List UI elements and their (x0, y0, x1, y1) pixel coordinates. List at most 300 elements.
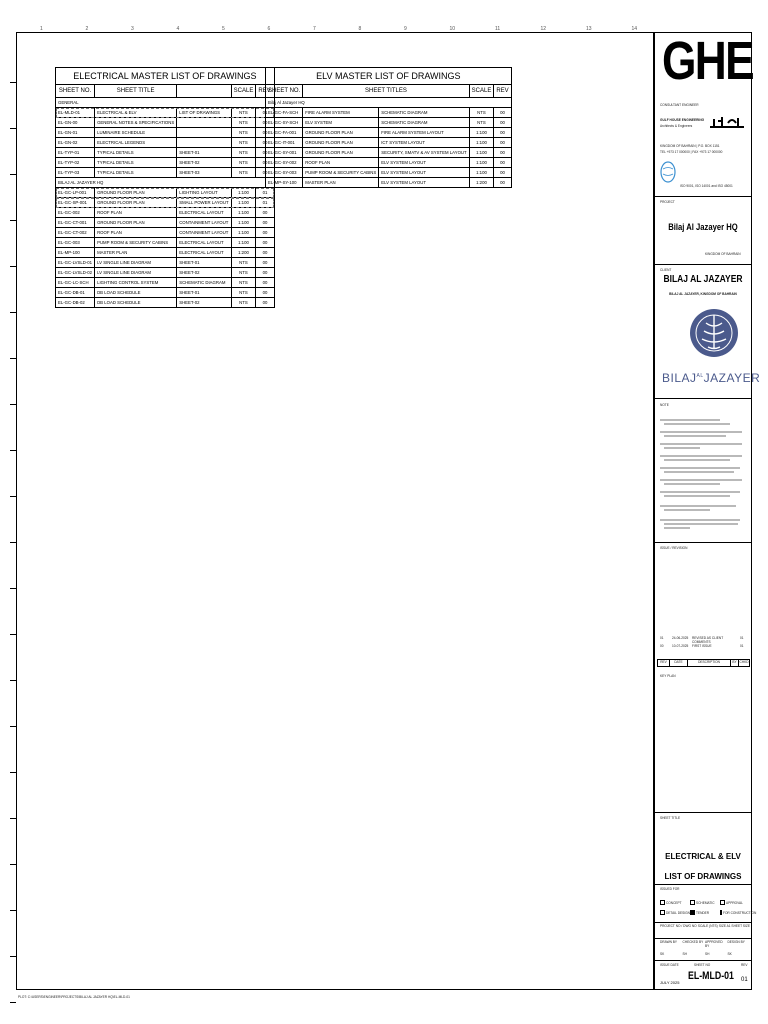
client-subtitle: BILAJ AL JAZAYER, KINGDOM OF BAHRAIN (669, 292, 737, 296)
rev-cell: 00 (256, 208, 274, 218)
section-row (56, 178, 275, 188)
drawing-row (56, 208, 275, 218)
issued-for-option[interactable] (660, 900, 690, 905)
rev-cell: 00 (494, 128, 511, 138)
sheet-subtitle-cell: SHEET-02 (177, 158, 231, 168)
issued-for-option[interactable] (720, 900, 750, 905)
issued-for-label: ISSUED FOR (660, 887, 680, 891)
checkbox-label: FOR CONSTRUCTION (723, 910, 757, 915)
electrical-list-title: ELECTRICAL MASTER LIST OF DRAWINGS (56, 68, 275, 85)
rev-cell: 00 (256, 278, 274, 288)
sheet-no-cell: EL-MP-100 (56, 248, 95, 258)
tb-divider (654, 542, 752, 543)
consultant-sub: Architects & Engineers (660, 124, 693, 128)
col-sheet-subtitle (177, 85, 231, 98)
rev-cell: 00 (494, 148, 511, 158)
sheet-subtitle-cell: ELV SYSTEM LAYOUT (379, 178, 469, 188)
sheet-subtitle-cell: SHEET-01 (177, 148, 231, 158)
scale-cell: NTS (231, 148, 256, 158)
sheet-subtitle-cell (177, 118, 231, 128)
consultant-label: CONSULTANT ENGINEER (660, 103, 699, 107)
sheet-subtitle-cell: CONTAINMENT LAYOUT (177, 218, 231, 228)
sheet-no-cell: EL-GC-003 (56, 238, 95, 248)
scale-cell: NTS (231, 278, 256, 288)
scale-cell: NTS (231, 298, 256, 308)
sheet-subtitle-cell: ELV SYSTEM LAYOUT (379, 168, 469, 178)
issued-for-option[interactable] (720, 910, 757, 915)
section-row (56, 98, 275, 108)
grid-number: 13 (586, 26, 592, 32)
tb-divider (654, 960, 752, 961)
scale-cell: 1:100 (231, 228, 256, 238)
approved-value: SH (705, 952, 710, 956)
sheet-subtitle-cell: SCHEMATIC DIAGRAM (379, 108, 469, 118)
sheet-no-cell: EL-GN-00 (56, 118, 95, 128)
margin-tick (10, 864, 16, 865)
sheet-title-cell: ROOF PLAN (95, 208, 177, 218)
rev-col-header: REV (658, 660, 670, 666)
electrical-drawing-list-table (55, 67, 275, 308)
date-col-header: DATE (670, 660, 688, 666)
drawing-row (56, 278, 275, 288)
sheet-no-cell: EL-GC-LC-SCH (56, 278, 95, 288)
drawing-row (266, 118, 512, 128)
drawing-row (266, 178, 512, 188)
issue-label: ISSUE / REVISION (660, 546, 688, 550)
tb-divider (654, 922, 752, 923)
margin-tick (10, 680, 16, 681)
rev-cell: 00 (256, 128, 274, 138)
grid-number: 4 (176, 26, 180, 32)
client-logo-text2: JAZAYER (703, 371, 761, 385)
drawing-row (266, 108, 512, 118)
rev-cell: 00 (494, 138, 511, 148)
sheet-number: EL-MLD-01 (688, 970, 734, 982)
checkbox[interactable] (720, 910, 722, 915)
sheet-no-cell: EL-GC-FA-001 (266, 128, 303, 138)
sheet-subtitle-cell: SHEET-03 (177, 168, 231, 178)
notes-label: NOTE (660, 403, 669, 407)
margin-tick (10, 542, 16, 543)
rev-description: REVISED AS CLIENT COMMENTS (692, 636, 724, 644)
sheet-no-cell: EL-GC-CT-001 (56, 218, 95, 228)
drawing-row (266, 128, 512, 138)
col-sheet-title: SHEET TITLE (95, 85, 177, 98)
checked-value: SH (682, 952, 687, 956)
sheet-no-cell: EL-TYP-01 (56, 148, 95, 158)
grid-number: 12 (540, 26, 547, 32)
sheet-no-cell: EL-GC-LP-001 (56, 188, 95, 198)
sheet-no-cell: EL-GN-01 (56, 128, 95, 138)
sheet-title-cell: ELECTRICAL & ELV (95, 108, 177, 118)
col-sheet-no: SHEET NO. (56, 85, 95, 98)
drawing-row (56, 288, 275, 298)
grid-number: 3 (131, 26, 134, 32)
sheet-no-cell: EL-GC-FA-SCH (266, 108, 303, 118)
grid-number: 9 (404, 26, 407, 32)
margin-tick (10, 220, 16, 221)
tb-divider (654, 398, 752, 399)
issued-for-option[interactable] (690, 900, 720, 905)
col-sheet-titles: SHEET TITLES (303, 85, 469, 98)
checkbox[interactable] (690, 900, 695, 905)
tb-divider (654, 812, 752, 813)
sheet-revision: 01 (741, 977, 748, 983)
sheet-title-cell: MASTER PLAN (95, 248, 177, 258)
sheet-no-cell: EL-GC-LVSLD-02 (56, 268, 95, 278)
sheet-title-cell: DB LOAD SCHEDULE (95, 288, 177, 298)
sheet-no-cell: EL-GC-LVSLD-01 (56, 258, 95, 268)
chkd-col-header: CHKD (739, 660, 749, 664)
sheet-title-cell: MASTER PLAN (303, 178, 379, 188)
sheet-subtitle-cell: ELECTRICAL LAYOUT (177, 238, 231, 248)
issued-for-option[interactable] (690, 910, 720, 915)
scale-cell: NTS (469, 118, 494, 128)
scale-cell: 1:100 (231, 208, 256, 218)
drawn-label: DRAWN BY (660, 940, 678, 944)
sheet-no-cell: EL-GC-SY-SCH (266, 118, 303, 128)
sheet-subtitle-cell: ELECTRICAL LAYOUT (177, 208, 231, 218)
project-label: PROJECT (660, 200, 675, 204)
checkbox-label: SCHEMATIC (696, 900, 715, 905)
checkbox[interactable] (720, 900, 725, 905)
margin-tick (10, 266, 16, 267)
section-name: GENERAL (56, 98, 275, 108)
elv-drawing-list-table (265, 67, 512, 188)
rev-cell: 00 (256, 258, 274, 268)
rev-cell: 01 (256, 108, 274, 118)
margin-tick (10, 312, 16, 313)
checkbox[interactable] (690, 910, 695, 915)
sheet-title-cell: GROUND FLOOR PLAN (95, 218, 177, 228)
scale-cell: 1:200 (469, 178, 494, 188)
drawing-row (56, 148, 275, 158)
checked-label: CHECKED BY (682, 940, 704, 944)
sheet-title-label: SHEET TITLE (660, 816, 681, 820)
scale-label: SCALE (NTS) (697, 924, 718, 928)
project-no-label: PROJECT NO / DWG NO (660, 924, 697, 928)
grid-number: 7 (313, 26, 316, 32)
notes-text-lines (660, 416, 746, 540)
sheet-title-line-1: ELECTRICAL & ELV (665, 852, 741, 861)
sheet-subtitle-cell: ELECTRICAL LAYOUT (177, 248, 231, 258)
revision-history (660, 636, 750, 652)
drawing-row (56, 128, 275, 138)
col-rev: REV (494, 85, 511, 98)
sheet-subtitle-cell: SECURITY, SMATV & AV SYSTEM LAYOUT (379, 148, 469, 158)
sheet-no-cell: EL-GC-DB-01 (56, 288, 95, 298)
grid-number: 1 (40, 26, 43, 32)
sheet-subtitle-cell (177, 128, 231, 138)
sheet-title-cell: GROUND FLOOR PLAN (303, 138, 379, 148)
section-name: BILAJ AL JAZAYER HQ (56, 178, 275, 188)
margin-tick (10, 450, 16, 451)
elv-list-title: ELV MASTER LIST OF DRAWINGS (266, 68, 512, 85)
margin-tick (10, 1002, 16, 1003)
drawing-row (266, 148, 512, 158)
consultant-address: KINGDOM OF BAHRAIN | P.O. BOX 1151 (660, 144, 720, 148)
rev-cell: 00 (256, 238, 274, 248)
rev-cell: 00 (256, 268, 274, 278)
sheet-no-cell: EL-GC-IT-001 (266, 138, 303, 148)
sheet-title-cell: GENERAL NOTES & SPECIFICATIONS (95, 118, 177, 128)
sheet-title-cell: ELV SYSTEM (303, 118, 379, 128)
rev-no: 00 (660, 644, 664, 648)
section-row (266, 98, 512, 108)
margin-tick (10, 496, 16, 497)
sheet-title-cell: DB LOAD SCHEDULE (95, 298, 177, 308)
sheet-subtitle-cell: LIGHTING LAYOUT (177, 188, 231, 198)
sheet-title-cell: ROOF PLAN (95, 228, 177, 238)
scale-cell: NTS (231, 288, 256, 298)
rev-cell: 00 (256, 248, 274, 258)
sheet-subtitle-cell: LIST OF DRAWINGS (177, 108, 231, 118)
rev-cell: 00 (256, 288, 274, 298)
client-logo-sup: AL (696, 373, 704, 379)
sheet-no-cell: EL-GC-SY-003 (266, 168, 303, 178)
sheet-size-label: SIZE A1 SHEET SIZE (718, 924, 750, 928)
scale-cell: NTS (231, 268, 256, 278)
grid-number: 5 (222, 26, 225, 32)
sheet-no-cell: EL-TYP-03 (56, 168, 95, 178)
sheet-subtitle-cell: SHEET-01 (177, 258, 231, 268)
client-emblem-icon (688, 303, 740, 363)
drawing-row (56, 218, 275, 228)
rev-description: FIRST ISSUE (692, 644, 712, 648)
sheet-subtitle-cell: SHEET-02 (177, 268, 231, 278)
margin-tick (10, 772, 16, 773)
scale-cell: NTS (231, 138, 256, 148)
margin-tick (10, 818, 16, 819)
checkbox-label: CONCEPT (666, 900, 682, 905)
scale-cell: 1:100 (469, 158, 494, 168)
description-col-header: DESCRIPTION (688, 660, 731, 666)
scale-cell: 1:100 (469, 148, 494, 158)
checkbox-label: TENDER (696, 910, 710, 915)
sheet-no-cell: EL-GC-002 (56, 208, 95, 218)
scale-cell: 1:100 (231, 198, 256, 208)
client-label: CLIENT (660, 268, 672, 272)
sheet-subtitle-cell: CONTAINMENT LAYOUT (177, 228, 231, 238)
scale-cell: NTS (231, 118, 256, 128)
col-scale: SCALE (469, 85, 494, 98)
checkbox[interactable] (660, 910, 665, 915)
scale-cell: 1:200 (231, 248, 256, 258)
margin-tick (10, 588, 16, 589)
drawing-row (56, 158, 275, 168)
notes-list (660, 416, 746, 545)
rev-cell: 00 (494, 118, 511, 128)
drawn-value: SK (660, 952, 665, 956)
grid-number: 8 (358, 26, 362, 32)
rev-chkd: 01 (740, 644, 744, 648)
sheet-subtitle-cell: ICT SYSTEM LAYOUT (379, 138, 469, 148)
rev-cell: 01 (256, 198, 274, 208)
scale-cell: NTS (231, 258, 256, 268)
sheet-title-cell: TYPICAL DETAILS (95, 148, 177, 158)
sheet-no-cell: EL-GC-SP-001 (56, 198, 95, 208)
rev-cell: 01 (256, 188, 274, 198)
sheet-title-cell: LV SINGLE LINE DIAGRAM (95, 258, 177, 268)
rev-date: 10-07-2025 (672, 644, 689, 648)
col-rev: REV. (256, 85, 274, 98)
margin-tick (10, 726, 16, 727)
ghe-logo: GHE (662, 31, 754, 91)
scale-cell: NTS (231, 108, 256, 118)
rev-cell: 00 (256, 138, 274, 148)
revision-row (660, 644, 750, 652)
sheet-no-cell: EL-MP-SY-100 (266, 178, 303, 188)
sheet-subtitle-cell (177, 138, 231, 148)
sheet-no-cell: EL-GC-DB-02 (56, 298, 95, 308)
rev-cell: 00 (256, 218, 274, 228)
drawing-row (266, 168, 512, 178)
rev-cell: 00 (256, 118, 274, 128)
sheet-title-cell: TYPICAL DETAILS (95, 168, 177, 178)
sheet-subtitle-cell: SHEET-02 (177, 298, 231, 308)
issued-for-checkboxes (660, 900, 757, 915)
sheet-no-cell: EL-GC-SY-002 (266, 158, 303, 168)
consultant-name: GULF HOUSE ENGINEERING (660, 118, 705, 122)
client-logo-wordmark (662, 371, 760, 385)
drawing-row (56, 238, 275, 248)
sheet-title-cell: PUMP ROOM & SECURITY CABINS (303, 168, 379, 178)
sheet-subtitle-cell: SHEET-01 (177, 288, 231, 298)
tb-divider (654, 196, 752, 197)
scale-cell: 1:100 (469, 128, 494, 138)
checkbox-label: APPROVAL (726, 900, 743, 905)
grid-number: 2 (85, 26, 89, 32)
sheet-subtitle-cell: SMALL POWER LAYOUT (177, 198, 231, 208)
sheet-no-cell: EL-MLD-01 (56, 108, 95, 118)
project-name: Bilaj Al Jazayer HQ (668, 222, 738, 232)
drawing-row (56, 188, 275, 198)
drawing-row (56, 248, 275, 258)
design-value: SK (727, 952, 732, 956)
grid-number: 10 (449, 26, 456, 32)
sheet-no-cell: EL-TYP-02 (56, 158, 95, 168)
rev-cell: 00 (256, 298, 274, 308)
sheet-title-cell: PUMP ROOM & SECURITY CABINS (95, 238, 177, 248)
grid-number: 6 (267, 26, 271, 32)
margin-tick (10, 128, 16, 129)
date-label: ISSUE DATE (660, 963, 679, 967)
sheet-title-cell: ROOF PLAN (303, 158, 379, 168)
sheet-subtitle-cell: SCHEMATIC DIAGRAM (177, 278, 231, 288)
sheet-title-cell: LIGHTING CONTROL SYSTEM (95, 278, 177, 288)
sheet-subtitle-cell: ELV SYSTEM LAYOUT (379, 158, 469, 168)
sheet-no-cell: EL-GC-SY-001 (266, 148, 303, 158)
sheet-title-cell: GROUND FLOOR PLAN (303, 128, 379, 138)
drawing-row (56, 118, 275, 128)
consultant-contact: TEL +973 17 000000 | FAX +973 17 000000 (660, 150, 723, 154)
rev-cell: 00 (494, 178, 511, 188)
checkbox[interactable] (660, 900, 665, 905)
margin-tick (10, 404, 16, 405)
sheet-title-cell: GROUND FLOOR PLAN (95, 198, 177, 208)
drawing-row (56, 258, 275, 268)
sheet-title-line-2: LIST OF DRAWINGS (664, 872, 742, 881)
scale-cell: 1:100 (231, 218, 256, 228)
design-label: DESIGN BY (727, 940, 745, 944)
margin-tick (10, 82, 16, 83)
plot-file-path: PLOT: C:\USERS\ENGINEER\PROJECTS\BILAJ AL JAZAYER HQ\EL-MLD-01 (18, 995, 130, 999)
drawing-row (266, 158, 512, 168)
tb-divider (654, 938, 752, 939)
sheet-subtitle-cell: FIRE ALARM SYSTEM LAYOUT (379, 128, 469, 138)
drawing-row (56, 108, 275, 118)
sheet-title-cell: ELECTRICAL LEGENDS (95, 138, 177, 148)
rev-cell: 00 (256, 168, 274, 178)
sheet-title-cell: GROUND FLOOR PLAN (303, 148, 379, 158)
drawing-row (56, 268, 275, 278)
grid-number: 11 (495, 26, 501, 32)
scale-cell: NTS (469, 108, 494, 118)
scale-cell: 1:100 (231, 238, 256, 248)
scale-cell: 1:100 (469, 138, 494, 148)
drawing-row (56, 298, 275, 308)
drawing-row (266, 138, 512, 148)
project-location: KINGDOM OF BAHRAIN (705, 252, 741, 256)
issued-for-option[interactable] (660, 910, 690, 915)
arabic-logo-icon (708, 113, 746, 131)
project-no-row (660, 924, 750, 928)
tb-divider (654, 264, 752, 265)
globe-icon (660, 161, 676, 183)
sheet-title-cell: TYPICAL DETAILS (95, 158, 177, 168)
sheet-title-cell: GROUND FLOOR PLAN (95, 188, 177, 198)
sheet-title-cell: LV SINGLE LINE DIAGRAM (95, 268, 177, 278)
client-logo-text: BILAJ (662, 371, 697, 385)
sheet-no-cell: EL-GN-02 (56, 138, 95, 148)
sheet-no-label: SHEET NO (694, 963, 711, 967)
margin-tick (10, 956, 16, 957)
sheet-no-cell: EL-GC-CT-002 (56, 228, 95, 238)
col-sheet-no: SHEET NO. (266, 85, 303, 98)
scale-cell: NTS (231, 168, 256, 178)
tb-divider (654, 884, 752, 885)
margin-tick (10, 910, 16, 911)
revision-row (660, 636, 750, 644)
approved-label: APPROVED BY (705, 940, 723, 948)
rev-cell: 00 (494, 108, 511, 118)
drawing-row (56, 138, 275, 148)
approvals-row (660, 940, 750, 956)
col-scale: SCALE (231, 85, 256, 98)
rev-cell: 00 (494, 168, 511, 178)
rev-date: 24-06-2025 (672, 636, 689, 640)
rev-chkd: 01 (740, 636, 744, 640)
scale-cell: NTS (231, 128, 256, 138)
iso-certification: ISO 9001, ISO 14001 and ISO 45001 (680, 184, 733, 188)
margin-tick (10, 634, 16, 635)
sheet-title-cell: FIRE ALARM SYSTEM (303, 108, 379, 118)
rev-label: REV (741, 963, 748, 967)
by-col-header: BY (731, 660, 739, 666)
client-name: BILAJ AL JAZAYER (663, 274, 743, 285)
issue-date: JULY 2025 (660, 980, 680, 985)
rev-cell: 00 (494, 158, 511, 168)
grid-number: 14 (631, 26, 638, 32)
revision-header-row (657, 659, 750, 667)
scale-cell: NTS (231, 158, 256, 168)
checkbox-label: DETAIL DESIGN (666, 910, 690, 915)
key-plan-label: KEY PLAN (660, 674, 676, 678)
rev-cell: 00 (256, 228, 274, 238)
sheet-subtitle-cell: SCHEMATIC DIAGRAM (379, 118, 469, 128)
scale-cell: 1:100 (231, 188, 256, 198)
rev-cell: 00 (256, 158, 274, 168)
